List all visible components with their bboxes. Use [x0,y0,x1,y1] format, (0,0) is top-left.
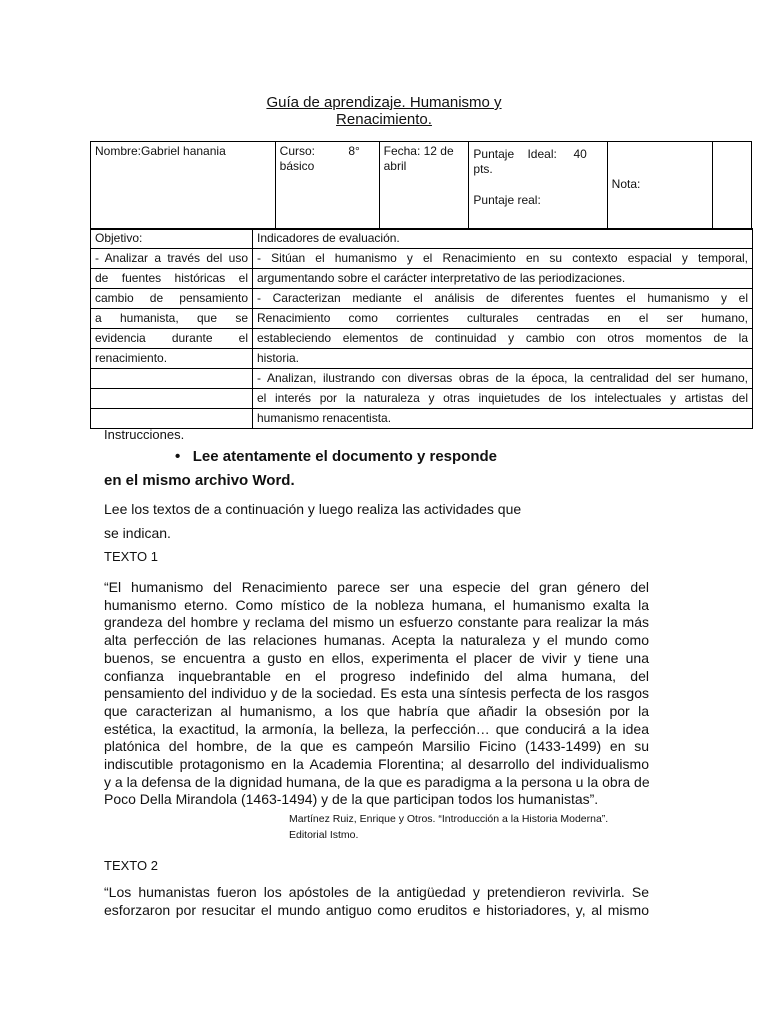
instruction-read-cont: se indican. [104,525,171,541]
instructions-heading: Instrucciones. [104,427,185,442]
texto1-line: grandeza del hombre y reclama del mismo un esfuerzo constante para realizar la más [104,614,649,631]
texto1-citation [289,811,608,843]
texto1-line: confianza inquebrantable en el progreso indefinido del alma humana, del [104,667,649,684]
texto1-line: pensamiento del individuo y de la sociedad. Es esta una síntesis perfecta de los rasgos [104,685,649,702]
citation-line: Editorial Istmo. [289,829,359,841]
puntaje-real: Puntaje real: [473,193,541,207]
texto1-line: humanismo eterno. Como místico de la nobleza humana, el humanismo exalta la [104,596,649,613]
texto1-line: y a la defensa de la dignidad humana, de la que es paradigma a la persona u la obra de [104,773,650,790]
instruction-bullet: • Lee atentamente el documento y responde [175,448,497,465]
texto2-line: “Los humanistas fueron los apóstoles de la antigüedad y pretendieron revivirla. Se [104,884,649,900]
objective-empty [91,369,253,389]
texto1-line: alta perfección de las relaciones humanas. Acepta la naturaleza y el mundo como [104,632,649,649]
curso-level: básico [279,159,315,173]
indicator-line: argumentando sobre el carácter interpretativo de las periodizaciones. [253,269,753,289]
indicator-line: historia. [253,349,753,369]
texto2-line: esforzaron por resucitar el mundo antiguo como eruditos e historiadores, y, al mismo [104,901,649,918]
texto2-label: TEXTO 2 [104,858,158,873]
puntaje-pts: pts. [473,162,493,176]
texto1-line: platónica del hombre, de la que es campeón Marsilio Ficino (1433-1499) en su [104,738,649,755]
indicator-line: - Analizan, ilustrando con diversas obras de la época, la centralidad del ser humano, [253,369,753,389]
indicator-line: estableciendo elementos de continuidad y cambio con otros momentos de la [253,329,753,349]
indicator-line: Renacimiento como corrientes culturales centradas en el ser humano, [253,309,753,329]
objective-line: de fuentes históricas el [91,269,253,289]
header-table [90,141,752,230]
objective-line: renacimiento. [91,349,253,369]
texto1-line: “El humanismo del Renacimiento parece ser una especie del gran género del [104,579,649,595]
nota-cell [607,142,712,230]
indicator-line: el interés por la naturaleza y otras inquietudes de los intelectuales y artistas del [253,389,753,409]
indicator-line: - Caracterizan mediante el análisis de diferentes fuentes el humanismo y el [253,289,753,309]
objective-heading: Objetivo: [91,229,253,249]
nombre-label: Nombre:Gabriel hanania [95,144,226,158]
texto1-line: estética, la exactitud, la armonía, la belleza, la perfección… que conducirá a la idea [104,720,649,737]
title-line-2: Renacimiento. [336,111,432,128]
texto1-line: indiscutible protagonismo en la Academia Florentina; al desarrollo del individualismo [104,756,649,773]
nota-value-cell [712,142,751,230]
title-line-1: Guía de aprendizaje. Humanismo y [266,94,502,111]
puntaje-cell [469,142,607,230]
objective-line: cambio de pensamiento [91,289,253,309]
objective-line: evidencia durante el [91,329,253,349]
objectives-table [90,228,753,429]
objective-empty [91,389,253,409]
citation-line: Martínez Ruiz, Enrique y Otros. “Introducción a la Historia Moderna”. [289,813,609,825]
page-title [0,94,768,128]
fecha-cell [379,142,469,230]
texto2-paragraph [104,884,649,919]
texto1-line: Poco Della Mirandola (1463-1494) y de la que participan todos los humanistas”. [104,791,599,808]
texto1-label: TEXTO 1 [104,549,158,564]
texto1-paragraph [104,579,649,809]
fecha-label: Fecha: 12 de abril [383,144,454,173]
texto1-line: buenos, se encuentra a gusto en ellos, experimenta el placer de vivir y tiene una [104,649,649,666]
nombre-cell [91,142,276,230]
nota-label: Nota: [611,177,641,191]
objective-line: - Analizar a través del uso [91,249,253,269]
curso-cell [275,142,379,230]
curso-label: Curso: 8° [279,144,360,158]
indicator-line: - Sitúan el humanismo y el Renacimiento en su contexto espacial y temporal, [253,249,753,269]
objective-line: a humanista, que se [91,309,253,329]
indicators-heading: Indicadores de evaluación. [253,229,753,249]
indicator-line: humanismo renacentista. [253,409,753,429]
puntaje-ideal: Puntaje Ideal: 40 [473,147,587,161]
instruction-read: Lee los textos de a continuación y luego realiza las actividades que [104,501,522,517]
instruction-bullet-cont: en el mismo archivo Word. [104,472,295,489]
texto1-line: que caracterizan al humanismo, a los que habría que añadir la obsesión por la [104,702,649,719]
